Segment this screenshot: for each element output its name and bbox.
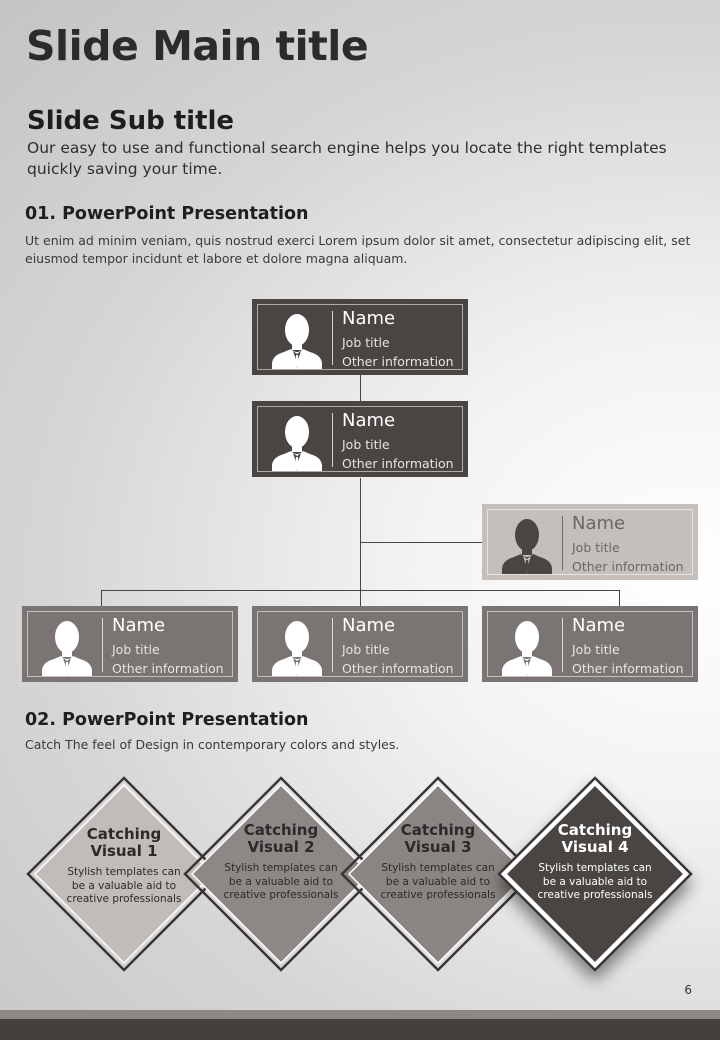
org-card-frame: [27, 611, 233, 677]
org-card: [252, 299, 468, 375]
diamond-text: [535, 822, 655, 903]
diamond-body: Stylish templates can be a valuable aid to creative professionals: [537, 862, 653, 901]
divider: [562, 618, 563, 672]
section2-title: 02. PowerPoint Presentation: [25, 710, 309, 730]
diamond-text: [378, 822, 498, 903]
section2-body: Catch The feel of Design in contemporary colors and styles.: [25, 737, 400, 752]
org-card: [482, 606, 698, 682]
person-name: Name: [342, 410, 396, 431]
person-avatar-icon: [272, 311, 322, 369]
avatar: [272, 413, 322, 471]
main-title: Slide Main title: [26, 22, 369, 70]
diamond-title: Catching Visual 2: [243, 821, 319, 856]
footer-bar: [0, 1010, 720, 1019]
divider: [332, 618, 333, 672]
avatar: [502, 618, 552, 676]
diamond-title: Catching Visual 1: [86, 825, 162, 860]
org-card: [252, 401, 468, 477]
footer-bar-dark: [0, 1019, 720, 1040]
connector-line: [619, 590, 620, 606]
connector-line: [101, 590, 102, 606]
other-information: Other information: [572, 559, 684, 574]
org-card-frame: [257, 406, 463, 472]
person-avatar-icon: [272, 413, 322, 471]
org-card-frame: [487, 611, 693, 677]
org-card-frame: [487, 509, 693, 575]
sub-title: Slide Sub title: [27, 106, 235, 136]
org-card: [252, 606, 468, 682]
other-information: Other information: [112, 661, 224, 676]
person-name: Name: [112, 615, 166, 636]
job-title: Job title: [572, 642, 620, 657]
org-card: [482, 504, 698, 580]
other-information: Other information: [342, 456, 454, 471]
page-number: 6: [684, 983, 692, 997]
avatar: [272, 311, 322, 369]
person-avatar-icon: [502, 618, 552, 676]
org-card-frame: [257, 304, 463, 370]
diamond-title: Catching Visual 3: [400, 821, 476, 856]
org-card: [22, 606, 238, 682]
job-title: Job title: [112, 642, 160, 657]
diamond-text: [221, 822, 341, 903]
divider: [332, 311, 333, 365]
diamond-body: Stylish templates can be a valuable aid to creative professionals: [223, 862, 339, 901]
other-information: Other information: [572, 661, 684, 676]
person-name: Name: [342, 308, 396, 329]
avatar: [42, 618, 92, 676]
person-name: Name: [342, 615, 396, 636]
section1-body: Ut enim ad minim veniam, quis nostrud exerci Lorem ipsum dolor sit amet, consectetur adipiscing elit, set eiusmod tempor incidunt et labore et dolore magna aliquam.: [25, 233, 691, 266]
diamond-title: Catching Visual 4: [557, 821, 633, 856]
job-title: Job title: [342, 642, 390, 657]
divider: [562, 516, 563, 570]
person-name: Name: [572, 615, 626, 636]
avatar: [502, 516, 552, 574]
connector-line: [360, 374, 361, 404]
diamond-body: Stylish templates can be a valuable aid to creative professionals: [66, 866, 182, 905]
person-avatar-icon: [502, 516, 552, 574]
diamond-text: [64, 826, 184, 907]
connector-line: [101, 590, 620, 591]
divider: [332, 413, 333, 467]
divider: [102, 618, 103, 672]
section1-title: 01. PowerPoint Presentation: [25, 204, 309, 224]
other-information: Other information: [342, 354, 454, 369]
diamond-body: Stylish templates can be a valuable aid to creative professionals: [380, 862, 496, 901]
connector-line: [360, 542, 484, 543]
other-information: Other information: [342, 661, 454, 676]
job-title: Job title: [342, 335, 390, 350]
person-avatar-icon: [272, 618, 322, 676]
person-name: Name: [572, 513, 626, 534]
job-title: Job title: [342, 437, 390, 452]
org-card-frame: [257, 611, 463, 677]
job-title: Job title: [572, 540, 620, 555]
avatar: [272, 618, 322, 676]
sub-description: Our easy to use and functional search engine helps you locate the right templates quickly saving your time.: [27, 139, 667, 178]
person-avatar-icon: [42, 618, 92, 676]
